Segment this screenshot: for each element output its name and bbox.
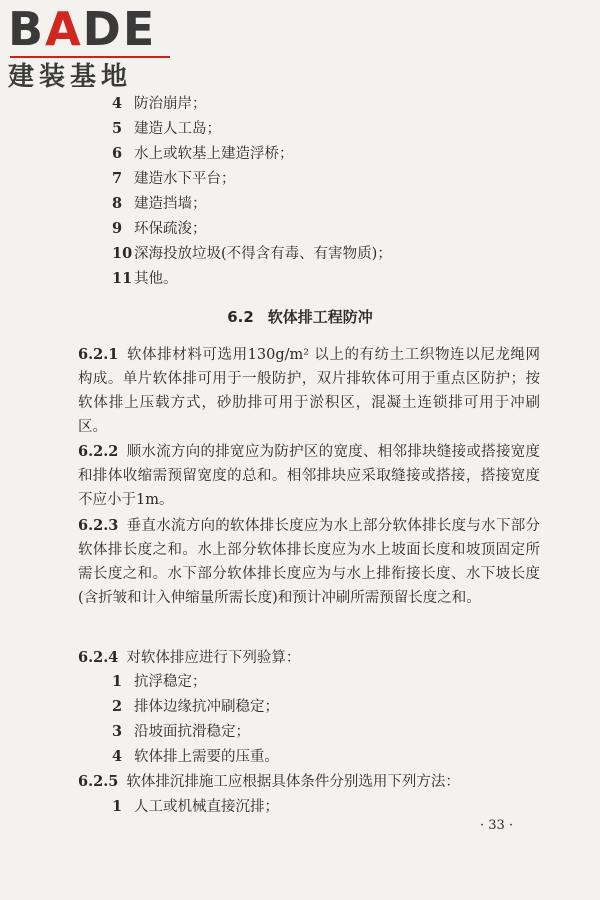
clause-number: 6.2.4 — [78, 649, 119, 666]
clause-text: 软体排材料可选用130g/m² 以上的有纺土工织物连以尼龙绳网构成。单片软体排可用于一般防护，双片排软体可用于重点区防护；按软体排上压载方式，砂肋排可用于淤积区，混凝土连锁排可用于冲刷区。 — [78, 347, 540, 435]
list-number: 8 — [112, 195, 123, 212]
list-text: 建造水下平台； — [134, 171, 236, 187]
list-number: 4 — [112, 748, 123, 765]
list-item — [112, 745, 279, 769]
list-text: 水上或软基上建造浮桥； — [134, 146, 294, 162]
list-number: 4 — [112, 95, 123, 112]
list-number: 6 — [112, 145, 123, 162]
list-item — [112, 795, 279, 819]
list-item — [112, 142, 294, 166]
clause-6-2-2 — [78, 440, 540, 512]
clause-number: 6.2.3 — [78, 517, 119, 534]
clause-6-2-4 — [78, 646, 540, 670]
list-number: 11 — [112, 270, 133, 287]
list-text: 其他。 — [134, 271, 178, 287]
list-text: 软体排上需要的压重。 — [134, 749, 279, 765]
list-number: 1 — [112, 798, 123, 815]
list-item — [112, 92, 207, 116]
logo-word-text: BADE — [8, 2, 157, 56]
clause-6-2-5 — [78, 770, 540, 794]
logo-word — [8, 4, 156, 54]
section-title: 软体排工程防冲 — [267, 308, 373, 326]
list-number: 3 — [112, 723, 123, 740]
page-number: · 33 · — [480, 818, 514, 833]
list-item — [112, 720, 250, 744]
list-text: 建造挡墙； — [134, 196, 207, 212]
section-heading — [0, 306, 600, 327]
clause-text: 顺水流方向的排宽应为防护区的宽度、相邻排块缝接或搭接宽度和排体收缩需预留宽度的总和。相邻排块应采取缝接或搭接，搭接宽度不应小于1m。 — [78, 444, 540, 508]
list-item — [112, 217, 207, 241]
logo-rule — [10, 56, 170, 58]
list-number: 7 — [112, 170, 123, 187]
list-number: 9 — [112, 220, 123, 237]
clause-6-2-3 — [78, 514, 540, 610]
clause-number: 6.2.5 — [78, 773, 119, 790]
clause-number: 6.2.2 — [78, 443, 119, 460]
list-number: 1 — [112, 673, 123, 690]
list-text: 排体边缘抗冲刷稳定； — [134, 699, 279, 715]
clause-number: 6.2.1 — [78, 346, 119, 363]
bade-logo — [8, 4, 178, 90]
list-text: 深海投放垃圾(不得含有毒、有害物质)； — [134, 246, 392, 262]
list-item — [112, 117, 221, 141]
list-item — [112, 267, 178, 291]
list-number: 10 — [112, 245, 133, 262]
list-item — [112, 192, 207, 216]
list-text: 人工或机械直接沉排； — [134, 799, 279, 815]
list-number: 5 — [112, 120, 123, 137]
list-item — [112, 167, 236, 191]
clause-text: 对软体排应进行下列验算： — [126, 650, 301, 666]
logo-subtitle: 建装基地 — [8, 62, 133, 92]
list-text: 环保疏浚； — [134, 221, 207, 237]
list-text: 建造人工岛； — [134, 121, 221, 137]
list-item — [112, 695, 279, 719]
clause-text: 垂直水流方向的软体排长度应为水上部分软体排长度与水下部分软体排长度之和。水上部分软体排长度应为水上坡面长度和坡顶固定所需长度之和。水下部分软体排长度应为与水上排衔接长度、水下坡长度(含折皱和计入伸缩量所需长度)和预计冲刷所需预留长度之和。 — [78, 518, 540, 606]
list-text: 沿坡面抗滑稳定； — [134, 724, 250, 740]
clause-6-2-1 — [78, 343, 540, 439]
list-item — [112, 242, 392, 266]
list-number: 2 — [112, 698, 123, 715]
logo-accent-letter: A — [45, 2, 83, 56]
clause-text: 软体排沉排施工应根据具体条件分别选用下列方法： — [126, 774, 460, 790]
list-text: 抗浮稳定； — [134, 674, 207, 690]
list-text: 防治崩岸； — [134, 96, 207, 112]
section-number: 6.2 — [227, 308, 254, 326]
list-item — [112, 670, 207, 694]
